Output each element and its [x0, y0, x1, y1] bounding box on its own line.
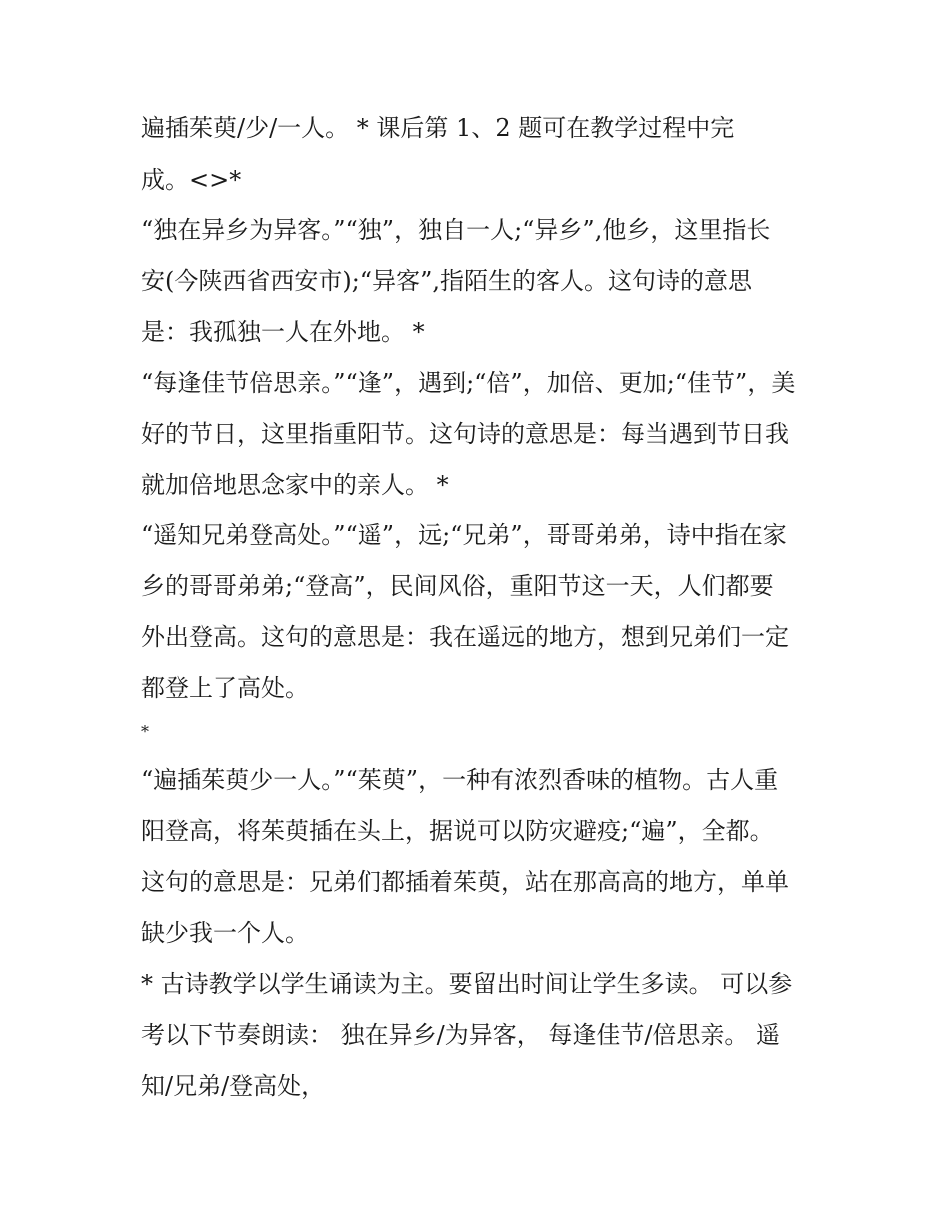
- text-line: “遥知兄弟登高处。”“遥”，远;“兄弟”，哥哥弟弟，诗中指在家: [141, 521, 787, 549]
- text-line: 好的节日，这里指重阳节。这句诗的意思是：每当遇到节日我: [141, 420, 789, 448]
- text-line: 知/兄弟/登高处，: [141, 1072, 326, 1100]
- text-line: “每逢佳节倍思亲。”“逢”，遇到;“倍”，加倍、更加;“佳节”，美: [141, 369, 796, 397]
- text-line: 外出登高。这句的意思是：我在遥远的地方，想到兄弟们一定: [141, 623, 789, 651]
- text-line: “独在异乡为异客。”“独”，独自一人;“异乡”,他乡，这里指长: [141, 216, 771, 244]
- text-line: 阳登高，将茱萸插在头上，据说可以防灾避疫;“遍”，全都。: [141, 817, 774, 845]
- text-line: 遍插茱萸/少/一人。 * 课后第 1、2 题可在教学过程中完: [141, 114, 735, 142]
- text-line: * 古诗教学以学生诵读为主。要留出时间让学生多读。 可以参: [141, 970, 793, 998]
- text-line: 安(今陕西省西安市);“异客”,指陌生的客人。这句诗的意思: [141, 267, 752, 295]
- text-line: 成。<>*: [141, 166, 242, 194]
- text-line: 乡的哥哥弟弟;“登高”，民间风俗，重阳节这一天，人们都要: [141, 572, 774, 600]
- text-line: 都登上了高处。: [141, 674, 309, 702]
- text-line: 是：我孤独一人在外地。 *: [141, 318, 425, 346]
- text-line: 就加倍地思念家中的亲人。 *: [141, 471, 449, 499]
- text-line: 考以下节奏朗读： 独在异乡/为异客， 每逢佳节/倍思亲。 遥: [141, 1021, 781, 1049]
- text-line: 这句的意思是：兄弟们都插着茱萸，站在那高高的地方，单单: [141, 868, 789, 896]
- asterisk-marker: *: [141, 722, 149, 741]
- text-line: 缺少我一个人。: [141, 919, 309, 947]
- text-line: “遍插茱萸少一人。”“茱萸”，一种有浓烈香味的植物。古人重: [141, 766, 779, 794]
